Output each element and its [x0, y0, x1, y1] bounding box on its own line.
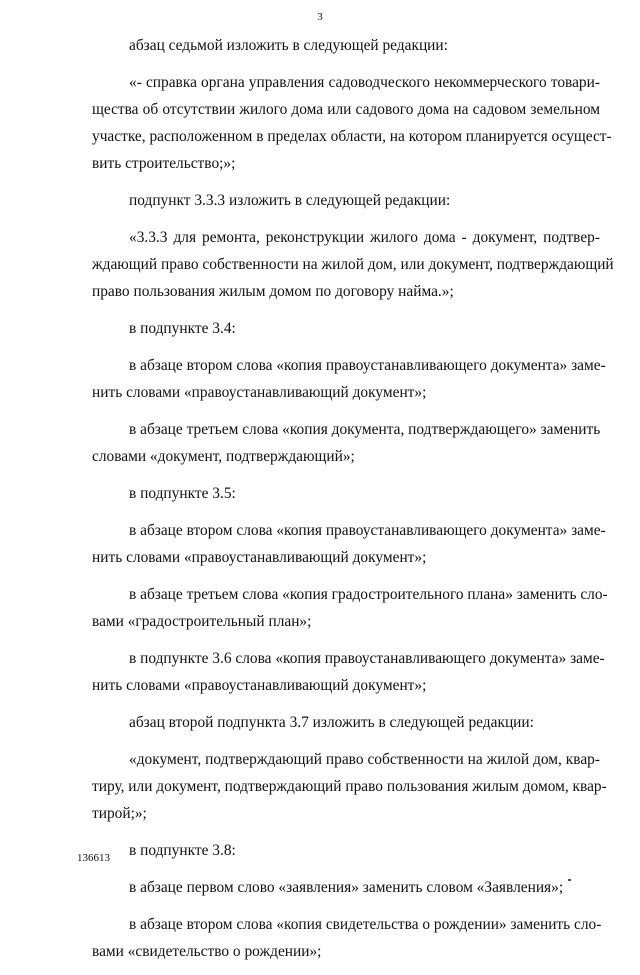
paragraph-line: в подпункте 3.8:	[129, 842, 236, 859]
paragraph-line: щества об отсутствии жилого дома или садового дома на садовом земельном	[92, 101, 600, 118]
paragraph-line: нить словами «правоустанавливающий документ»;	[92, 549, 427, 566]
paragraph	[92, 352, 606, 406]
paragraph-line: «- справка органа управления садоводческого некоммерческого товари-	[129, 74, 600, 91]
paragraph	[92, 874, 600, 901]
paragraph	[92, 32, 600, 59]
paragraph	[92, 69, 612, 177]
paragraph-line: абзац второй подпункта 3.7 изложить в следующей редакции:	[129, 714, 534, 731]
paragraph-line: в абзаце третьем слова «копия документа, подтверждающего» заменить	[129, 421, 601, 438]
paragraph-line: нить словами «правоустанавливающий документ»;	[92, 384, 427, 401]
document-body	[92, 32, 614, 975]
paragraph	[92, 837, 600, 864]
scan-mark	[568, 879, 571, 881]
paragraph-line: тирой;»;	[92, 805, 147, 822]
paragraph-line: в подпункте 3.4:	[129, 320, 236, 337]
paragraph	[92, 480, 600, 507]
page-number: 3	[317, 11, 323, 23]
paragraph-line: в абзаце втором слова «копия свидетельства о рождении» заменить сло-	[129, 916, 602, 933]
paragraph-line: в абзаце третьем слова «копия градостроительного плана» заменить сло-	[129, 586, 608, 603]
paragraph	[92, 581, 608, 635]
paragraph	[92, 911, 600, 965]
paragraph	[92, 709, 600, 736]
paragraph-line: тиру, или документ, подтверждающий право пользования жилым домом, квар-	[92, 778, 607, 795]
paragraph	[92, 187, 600, 214]
paragraph-line: в абзаце втором слова «копия правоустанавливающего документа» заме-	[129, 357, 606, 374]
paragraph-line: в подпункте 3.6 слова «копия правоустанавливающего документа» заме-	[129, 650, 605, 667]
paragraph	[92, 645, 605, 699]
paragraph-line: «3.3.3 для ремонта, реконструкции жилого дома - документ, подтвер-	[129, 229, 600, 246]
paragraph-line: в подпункте 3.5:	[129, 485, 236, 502]
paragraph-line: нить словами «правоустанавливающий документ»;	[92, 677, 427, 694]
paragraph-line: словами «документ, подтверждающий»;	[92, 448, 355, 465]
paragraph-line: в абзаце втором слова «копия правоустанавливающего документа» заме-	[129, 522, 606, 539]
paragraph-line: участке, расположенном в пределах области, на котором планируется осущест-	[92, 128, 612, 145]
paragraph-line: подпункт 3.3.3 изложить в следующей редакции:	[129, 192, 451, 209]
paragraph	[92, 416, 600, 470]
paragraph	[92, 315, 600, 342]
paragraph-line: вами «свидетельство о рождении»;	[92, 943, 322, 960]
paragraph	[92, 224, 614, 305]
paragraph-line: «документ, подтверждающий право собственности на жилой дом, квар-	[129, 751, 600, 768]
paragraph-line: право пользования жилым домом по договору найма.»;	[92, 283, 454, 300]
paragraph	[92, 746, 607, 827]
paragraph-line: абзац седьмой изложить в следующей редакции:	[129, 37, 448, 54]
paragraph	[92, 517, 606, 571]
paragraph-line: вами «градостроительный план»;	[92, 613, 312, 630]
document-code: 136613	[77, 852, 110, 864]
paragraph-line: вить строительство;»;	[92, 155, 236, 172]
paragraph-line: в абзаце первом слово «заявления» заменить словом «Заявления»;	[129, 879, 564, 896]
paragraph-line: ждающий право собственности на жилой дом, или документ, подтверждающий	[92, 256, 614, 273]
